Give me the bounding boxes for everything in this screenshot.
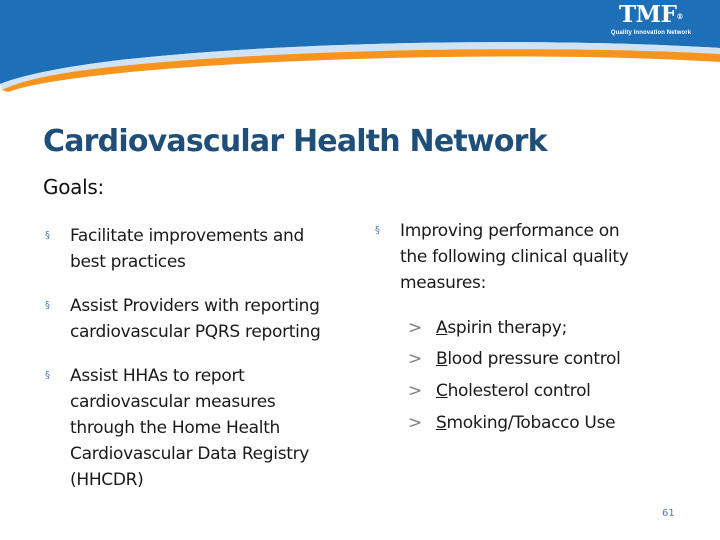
bullet-line: Facilitate improvements and [70,226,304,246]
sub-bullet-arrow: > [408,318,422,338]
measure-smoking [408,410,616,436]
bullet-line: cardiovascular measures [70,392,276,412]
registered-mark: ® [676,12,683,21]
tmf-logo [596,2,706,36]
measure-initial: C [436,381,448,401]
measure-text: lood pressure control [447,349,621,369]
bullet-line: cardiovascular PQRS reporting [70,322,321,342]
bullet-marker: § [45,230,50,241]
measure-initial: B [436,349,448,369]
logo-text: TMF [619,1,677,28]
measure-text: moking/Tobacco Use [446,413,616,433]
measure-blood-pressure [408,346,621,372]
measure-initial: S [436,413,447,433]
right-bullet-improving [375,218,629,296]
bullet-marker: § [45,300,50,311]
measure-initial: A [436,318,448,338]
measure-text: spirin therapy; [447,318,567,338]
bullet-line: Assist HHAs to report [70,366,245,386]
measure-aspirin [408,315,567,341]
measure-cholesterol [408,378,591,404]
bullet-line: Cardiovascular Data Registry [70,444,310,464]
sub-bullet-arrow: > [408,413,422,433]
bullet-line: (HHCDR) [70,470,144,490]
bullet-line: Assist Providers with reporting [70,296,320,316]
slide-title: Cardiovascular Health Network [43,124,547,159]
bullet-line: best practices [70,252,186,272]
bullet-marker: § [375,225,380,236]
sub-bullet-arrow: > [408,349,422,369]
logo-tagline: Quality Innovation Network [610,30,692,36]
logo-mark [596,2,706,28]
bullet-line: the following clinical quality [400,247,629,267]
measure-text: holesterol control [447,381,591,401]
left-bullet-assist-providers [45,293,321,345]
bullet-line: measures: [400,273,487,293]
bullet-marker: § [45,370,50,381]
bullet-line: Improving performance on [400,221,620,241]
goals-label: Goals: [43,175,104,199]
left-bullet-assist-hhas [45,363,310,493]
bullet-line: through the Home Health [70,418,281,438]
sub-bullet-arrow: > [408,381,422,401]
page-number: 61 [662,508,675,519]
left-bullet-facilitate [45,223,304,275]
